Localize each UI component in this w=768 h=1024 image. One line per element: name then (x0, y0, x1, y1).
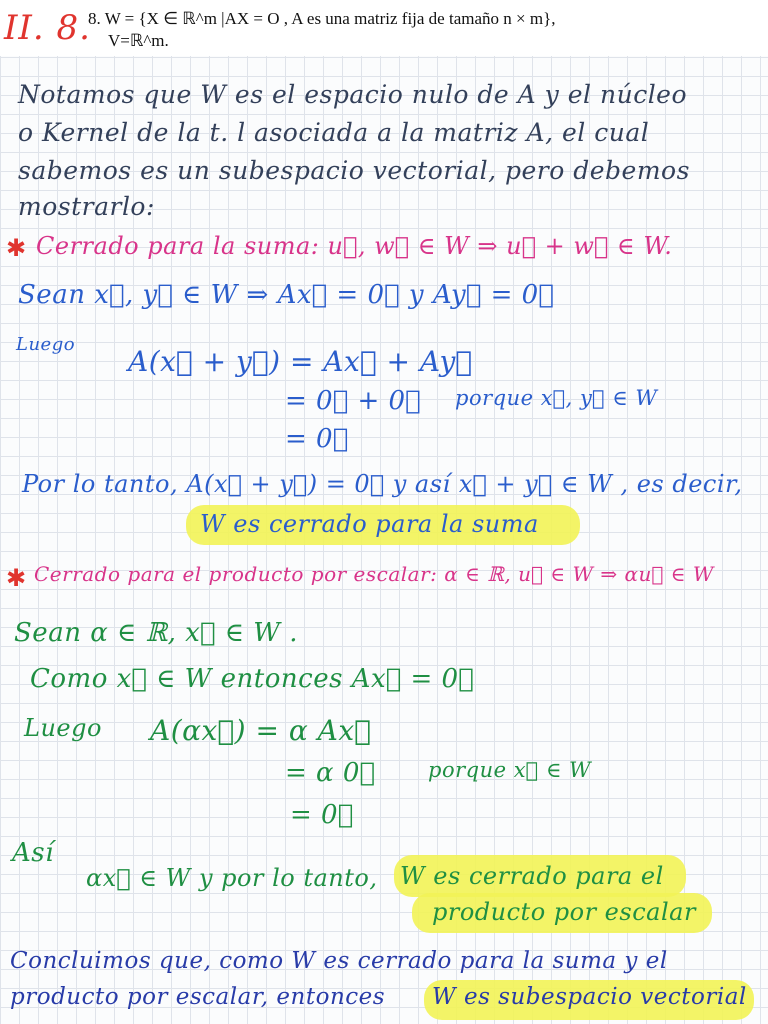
scalar-como-line: Como x⃗ ∈ W entonces Ax⃗ = 0⃗ (30, 664, 475, 694)
final-line-1: Concluimos que, como W es cerrado para la suma y el (10, 948, 668, 974)
problem-line-2: V=ℝ^m. (108, 31, 169, 50)
final-line-2: producto por escalar, entonces (10, 984, 386, 1010)
scalar-equation-2: = α 0⃗ (285, 758, 376, 788)
sum-closure-title: Cerrado para la suma: u⃗, w⃗ ∈ W ⇒ u⃗ + w⃗ ∈ W. (36, 232, 673, 260)
sum-sean-line: Sean x⃗, y⃗ ∈ W ⇒ Ax⃗ = 0⃗ y Ay⃗ = 0⃗ (18, 280, 555, 310)
sum-equation-2-note: porque x⃗, y⃗ ∈ W (455, 386, 658, 410)
final-highlight-text: W es subespacio vectorial (432, 984, 747, 1010)
intro-line-4: mostrarlo: (18, 192, 155, 221)
scalar-equation-1: A(αx⃗) = α Ax⃗ (150, 714, 372, 747)
section-label: II. 8. (4, 8, 91, 48)
intro-line-2: o Kernel de la t. l asociada a la matriz A, el cual (18, 118, 650, 147)
problem-statement (88, 8, 555, 52)
scalar-equation-2-note: porque x⃗ ∈ W (428, 758, 592, 782)
problem-line-1: 8. W = {X ∈ ℝ^m |AX = O , A es una matriz fija de tamaño n × m}, (88, 9, 556, 28)
sum-luego-label: Luego (16, 334, 76, 355)
scalar-sean-line: Sean α ∈ ℝ, x⃗ ∈ W . (14, 618, 298, 648)
scalar-luego-label: Luego (24, 714, 102, 742)
asterisk-icon: ✱ (6, 234, 27, 262)
scalar-closure-title: Cerrado para el producto por escalar: α ∈ ℝ, u⃗ ∈ W ⇒ αu⃗ ∈ W (34, 562, 714, 586)
scalar-highlight-text-2: producto por escalar (432, 898, 696, 926)
scalar-equation-3: = 0⃗ (290, 800, 354, 830)
scalar-conclusion: αx⃗ ∈ W y por lo tanto, (86, 864, 378, 892)
asterisk-icon: ✱ (6, 564, 27, 592)
intro-line-3: sabemos es un subespacio vectorial, pero debemos (18, 156, 690, 185)
sum-equation-2: = 0⃗ + 0⃗ (285, 386, 422, 416)
sum-conclusion: Por lo tanto, A(x⃗ + y⃗) = 0⃗ y así x⃗ + y⃗ ∈ W , es decir, (22, 470, 743, 498)
sum-equation-3: = 0⃗ (285, 424, 349, 454)
intro-line-1: Notamos que W es el espacio nulo de A y el núcleo (18, 80, 688, 109)
sum-highlight-text: W es cerrado para la suma (200, 510, 539, 538)
scalar-asi-label: Así (12, 838, 54, 868)
scalar-highlight-text-1: W es cerrado para el (400, 862, 664, 890)
sum-equation-1: A(x⃗ + y⃗) = Ax⃗ + Ay⃗ (128, 345, 473, 378)
